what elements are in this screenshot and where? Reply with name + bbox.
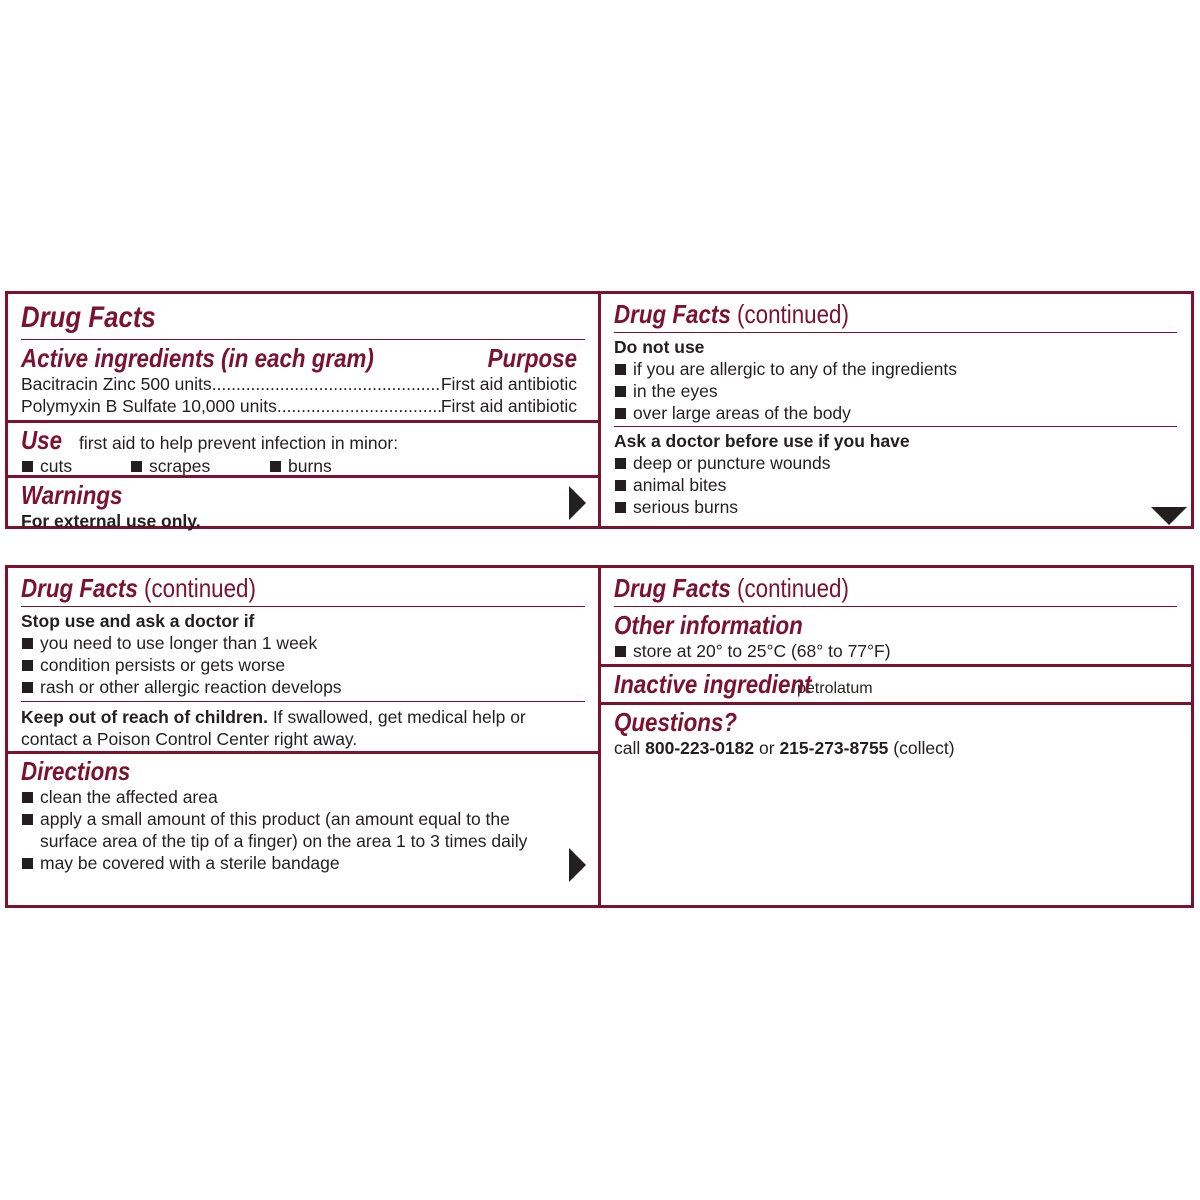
- directions-heading: Directions: [21, 756, 131, 786]
- list-item: apply a small amount of this product (an amount equal to the surface area of the tip of a finger) on the area 1 to 3 times daily: [21, 808, 585, 852]
- list-item: serious burns: [614, 496, 1177, 518]
- bullet-square-icon: [22, 792, 33, 803]
- drug-facts-row-top: [5, 291, 1194, 529]
- use-section: [8, 420, 598, 475]
- phone-number-1: 800-223-0182: [645, 738, 755, 758]
- use-items: [21, 455, 585, 477]
- warnings-section: [8, 475, 598, 531]
- keep-out-heading: Keep out of reach of children.: [21, 707, 268, 727]
- questions-text: call 800-223-0182 or 215-273-8755 (collect): [614, 738, 955, 758]
- bullet-square-icon: [270, 461, 281, 472]
- panel-title: Drug Facts: [21, 301, 156, 334]
- bullet-square-icon: [615, 408, 626, 419]
- list-item: burns: [269, 455, 332, 477]
- leader-dots: [212, 373, 441, 395]
- do-not-use-section: [601, 294, 1191, 518]
- bullet-square-icon: [615, 364, 626, 375]
- use-heading: Use: [21, 425, 63, 455]
- panel-drug-facts-continued-3: [601, 568, 1191, 905]
- continue-arrow-down-icon: [1151, 507, 1187, 525]
- continue-arrow-right-icon: [569, 848, 586, 882]
- bullet-square-icon: [22, 461, 33, 472]
- active-ingredients-heading: Active ingredients (in each gram): [21, 343, 374, 373]
- ask-doctor-section: [614, 427, 1177, 518]
- drug-facts-row-bottom: [5, 565, 1194, 908]
- bullet-square-icon: [131, 461, 142, 472]
- bullet-square-icon: [615, 646, 626, 657]
- bullet-square-icon: [22, 814, 33, 825]
- ask-doctor-heading: Ask a doctor before use if you have: [614, 431, 910, 451]
- questions-section: [601, 702, 1191, 759]
- panel-drug-facts-continued-1: [601, 294, 1191, 526]
- ingredient-name: Polymyxin B Sulfate 10,000 units: [21, 396, 277, 416]
- leader-dots: [277, 395, 441, 417]
- directions-section: [8, 751, 598, 902]
- panel-title: Drug Facts (continued): [21, 573, 256, 603]
- ingredient-name: Bacitracin Zinc 500 units: [21, 374, 212, 394]
- list-item: over large areas of the body: [614, 402, 1177, 424]
- ingredient-purpose: First aid antibiotic: [440, 374, 577, 394]
- list-item: in the eyes: [614, 380, 1177, 402]
- active-ingredients-section: [8, 294, 598, 420]
- bullet-square-icon: [615, 386, 626, 397]
- list-item: condition persists or gets worse: [21, 654, 585, 676]
- use-text: first aid to help prevent infection in minor:: [79, 433, 399, 453]
- bullet-square-icon: [22, 660, 33, 671]
- list-item: clean the affected area: [21, 786, 585, 808]
- bullet-square-icon: [615, 458, 626, 469]
- list-item: deep or puncture wounds: [614, 452, 1177, 474]
- inactive-ingredient-section: [601, 664, 1191, 702]
- do-not-use-heading: Do not use: [614, 337, 705, 357]
- stop-use-section: [8, 568, 598, 751]
- continued-label: (continued): [144, 573, 256, 603]
- ingredient-row: [21, 373, 585, 395]
- other-information-section: [601, 568, 1191, 664]
- list-item: cuts: [21, 455, 130, 477]
- list-item: if you are allergic to any of the ingredients: [614, 358, 1177, 380]
- purpose-heading: Purpose: [487, 343, 577, 373]
- list-item: animal bites: [614, 474, 1177, 496]
- list-item: may be covered with a sterile bandage: [21, 852, 585, 874]
- warnings-text: For external use only.: [21, 511, 201, 531]
- list-item: scrapes: [130, 455, 269, 477]
- bullet-square-icon: [615, 480, 626, 491]
- list-item: rash or other allergic reaction develops: [21, 676, 585, 698]
- list-item: you need to use longer than 1 week: [21, 632, 585, 654]
- stop-use-heading: Stop use and ask a doctor if: [21, 611, 255, 631]
- list-item: store at 20° to 25°C (68° to 77°F): [614, 640, 1177, 662]
- bullet-square-icon: [615, 502, 626, 513]
- phone-number-2: 215-273-8755: [779, 738, 889, 758]
- inactive-ingredient-text: petrolatum: [797, 680, 873, 697]
- inactive-ingredient-heading: Inactive ingredient: [614, 669, 812, 699]
- bullet-square-icon: [22, 638, 33, 649]
- ingredient-purpose: First aid antibiotic: [440, 396, 577, 416]
- panel-title: Drug Facts (continued): [614, 299, 849, 329]
- panel-drug-facts-continued-2: [8, 568, 601, 905]
- other-information-heading: Other information: [614, 610, 803, 640]
- questions-heading: Questions?: [614, 707, 737, 737]
- bullet-square-icon: [22, 858, 33, 869]
- keep-out-text: If swallowed, get medical help or: [272, 707, 526, 727]
- continued-label: (continued): [737, 573, 849, 603]
- panel-drug-facts-main: [8, 294, 601, 531]
- bullet-square-icon: [22, 682, 33, 693]
- warnings-heading: Warnings: [21, 480, 123, 510]
- panel-title: Drug Facts (continued): [614, 573, 849, 603]
- keep-out-text-line2: contact a Poison Control Center right away.: [21, 729, 358, 749]
- continued-label: (continued): [737, 299, 849, 329]
- keep-out-section: [21, 702, 585, 750]
- ingredient-row: [21, 395, 585, 417]
- continue-arrow-right-icon: [569, 486, 586, 520]
